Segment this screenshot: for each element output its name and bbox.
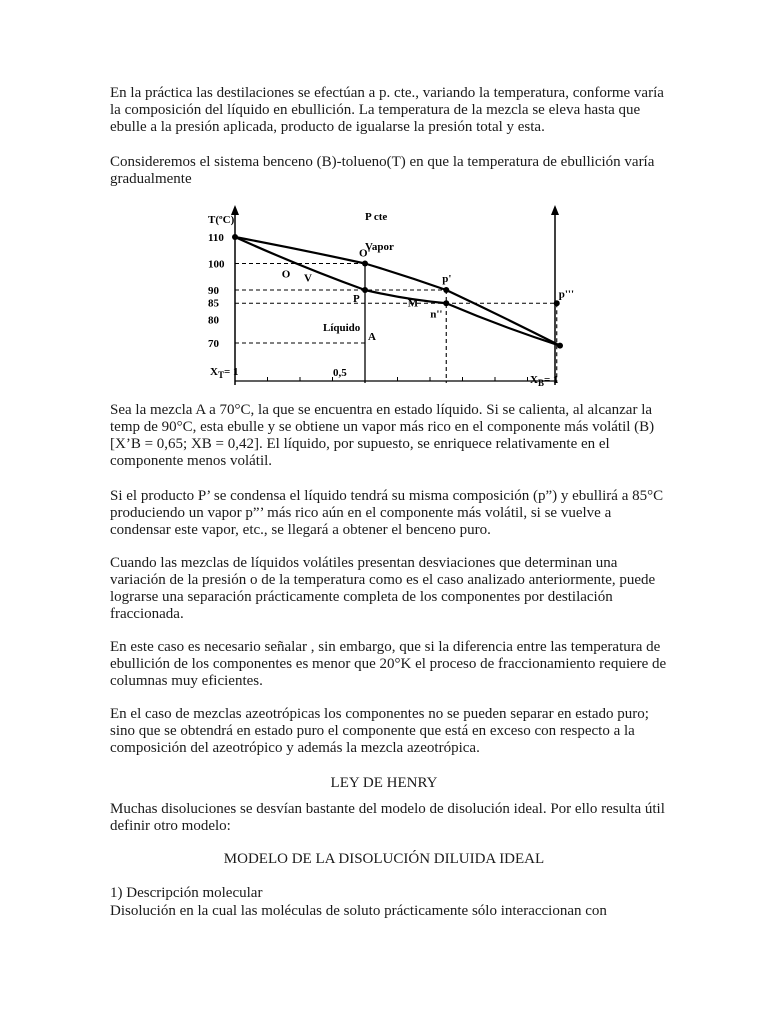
point-label: p''' <box>558 288 575 301</box>
y-tick-100: 100 <box>208 258 225 271</box>
paragraph-fractional: Cuando las mezclas de líquidos volátiles presentan desviaciones que determinan una variación de la presión o de la temperatura como es el caso analizado anteriormente, puede lograrse una separación prácticamente completa de los componentes por destilación fraccionada. <box>110 555 656 622</box>
point-label: P <box>353 293 360 305</box>
curve-point <box>554 300 560 306</box>
y-tick-90: 90 <box>208 285 219 297</box>
point-label: p' <box>442 273 452 285</box>
point-label: O' <box>359 247 371 260</box>
y-tick-labels <box>208 232 225 350</box>
point-label: M <box>407 297 419 310</box>
y-tick-70: 70 <box>208 338 219 350</box>
liquid-label: Líquido <box>323 322 361 334</box>
y-tick-85: 85 <box>208 297 219 310</box>
paragraph-condensation: Si el producto P’ se condensa el líquido tendrá su misma composición (p”) y ebullirá a 85°C produciendo un vapor p”’ más rico aún en el componente más volátil, si se vuelve a condensar este vapor, etc., se llegará a obtener el benceno puro. <box>110 488 664 538</box>
curve-point <box>557 343 563 349</box>
paragraph-description-title: 1) Descripción molecular <box>110 885 263 901</box>
vapor-label: Vapor <box>365 241 394 253</box>
composition-lines <box>365 264 557 384</box>
paragraph-henry: Muchas disoluciones se desvían bastante del modelo de disolución ideal. Por ello resulta útil definir otro modelo: <box>110 801 665 834</box>
point-label: A <box>368 331 376 343</box>
boiling-point-diagram <box>205 205 575 390</box>
point-label: O <box>281 268 291 281</box>
pressure-label: P cte <box>365 211 388 223</box>
paragraph-azeotropic: En el caso de mezclas azeotrópicas los componentes no se pueden separar en estado puro; sino que se obtendrá en estado puro el componente que está en exceso con respecto a la composición del azeotrópico y además la mezcla azeotrópica. <box>110 706 649 756</box>
point-label: V <box>304 272 312 285</box>
curve-point <box>443 300 449 306</box>
paragraph-intro: En la práctica las destilaciones se efectúan a p. cte., variando la temperatura, conforme varía la composición del líquido en ebullición. La temperatura de la mezcla se eleva hasta que ebulle a la presión aplicada, producto de igualarse la presión total y esta. <box>110 85 664 135</box>
liquid-curve <box>235 237 560 346</box>
phase-curves <box>235 237 560 346</box>
x-right-label: $X_B= 1$ <box>530 374 559 388</box>
curve-point <box>362 287 368 293</box>
point-label: n'' <box>430 308 443 321</box>
curve-point <box>362 261 368 267</box>
x-mid-label: 0,5 <box>333 367 347 379</box>
paragraph-description: Disolución en la cual las moléculas de soluto prácticamente sólo interaccionan con <box>110 903 607 919</box>
y-tick-80: 80 <box>208 314 219 327</box>
curve-point <box>443 287 449 293</box>
y-axis-label: T(ºC) <box>208 214 235 226</box>
paragraph-mixture-a: Sea la mezcla A a 70°C, la que se encuentra en estado líquido. Si se calienta, al alcanzar la temp de 90°C, esta ebulle y se obtiene un vapor más rico en el componente más volátil (B) [X’B = 0,65; XB = 0,42]. El líquido, por supuesto, se enriquece relativamente en el componente menos volátil. <box>110 402 655 469</box>
curve-point <box>232 234 238 240</box>
right-axis-arrow-icon <box>551 205 559 215</box>
curve-points <box>232 234 563 349</box>
paragraph-system: Consideremos el sistema benceno (B)-tolueno(T) en que la temperatura de ebullición varía gradualmente <box>110 154 655 187</box>
paragraph-columns: En este caso es necesario señalar , sin embargo, que si la diferencia entre las temperatura de ebullición de los componentes es menor que 20°K el proceso de fraccionamiento requiere de columnas muy eficientes. <box>110 639 667 689</box>
y-tick-110: 110 <box>208 232 224 244</box>
heading-henry: LEY DE HENRY <box>330 775 438 791</box>
heading-dilute-model: MODELO DE LA DISOLUCIÓN DILUIDA IDEAL <box>223 851 545 867</box>
x-left-label: $X_T= 1$ <box>210 366 239 380</box>
